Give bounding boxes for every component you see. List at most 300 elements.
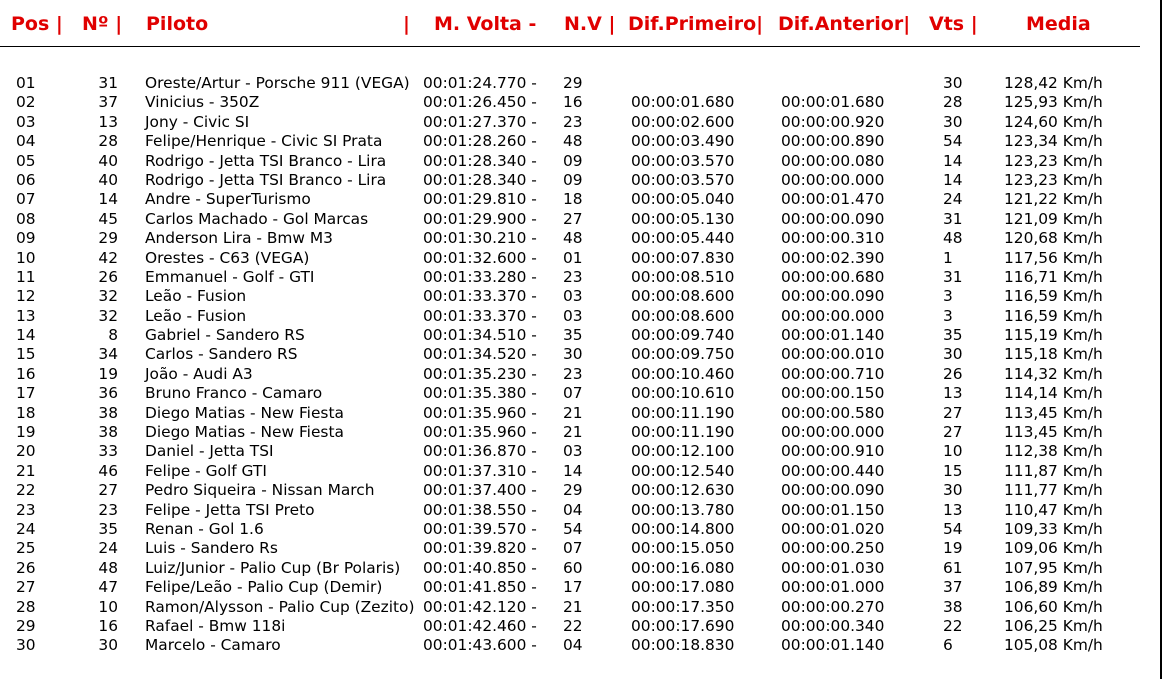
results-table <box>0 74 1140 656</box>
table-row <box>0 365 1140 384</box>
cell-dif-primeiro: 00:00:18.830 <box>631 636 735 655</box>
cell-pos: 02 <box>16 93 36 112</box>
cell-volta: 00:01:39.820 - <box>423 539 537 558</box>
cell-vts: 13 <box>943 384 963 403</box>
cell-volta: 00:01:35.380 - <box>423 384 537 403</box>
cell-volta: 00:01:34.520 - <box>423 345 537 364</box>
cell-volta: 00:01:33.280 - <box>423 267 537 286</box>
table-row <box>0 404 1140 423</box>
cell-piloto: Luis - Sandero Rs <box>145 539 278 558</box>
cell-volta: 00:01:35.960 - <box>423 423 537 442</box>
cell-dif-anterior: 00:00:00.000 <box>781 170 885 189</box>
cell-dif-anterior: 00:00:00.090 <box>781 209 885 228</box>
cell-nv: 04 <box>563 636 583 655</box>
cell-num: 27 <box>98 481 118 500</box>
cell-piloto: Emmanuel - Golf - GTI <box>145 267 315 286</box>
cell-dif-anterior: 00:00:00.680 <box>781 267 885 286</box>
table-row <box>0 113 1140 132</box>
cell-num: 32 <box>98 306 118 325</box>
cell-pos: 24 <box>16 519 36 538</box>
cell-dif-primeiro: 00:00:08.510 <box>631 267 735 286</box>
cell-dif-primeiro: 00:00:03.570 <box>631 170 735 189</box>
header-dif-anterior: Dif.Anterior| <box>778 13 911 35</box>
cell-nv: 54 <box>563 519 583 538</box>
table-row <box>0 481 1140 500</box>
cell-dif-primeiro: 00:00:05.130 <box>631 209 735 228</box>
cell-media: 116,71 Km/h <box>1004 267 1103 286</box>
table-row <box>0 326 1140 345</box>
cell-vts: 27 <box>943 403 963 422</box>
cell-pos: 08 <box>16 209 36 228</box>
cell-media: 114,14 Km/h <box>1004 384 1103 403</box>
cell-pos: 16 <box>16 364 36 383</box>
cell-dif-anterior: 00:00:00.310 <box>781 229 885 248</box>
cell-num: 10 <box>98 597 118 616</box>
cell-media: 107,95 Km/h <box>1004 558 1103 577</box>
cell-volta: 00:01:43.600 - <box>423 636 537 655</box>
cell-dif-primeiro: 00:00:15.050 <box>631 539 735 558</box>
cell-nv: 07 <box>563 539 583 558</box>
cell-num: 28 <box>98 132 118 151</box>
cell-dif-primeiro: 00:00:11.190 <box>631 423 735 442</box>
cell-media: 128,42 Km/h <box>1004 74 1103 92</box>
cell-nv: 21 <box>563 403 583 422</box>
cell-dif-anterior: 00:00:00.010 <box>781 345 885 364</box>
cell-vts: 24 <box>943 190 963 209</box>
cell-pos: 01 <box>16 74 36 92</box>
cell-media: 123,23 Km/h <box>1004 151 1103 170</box>
cell-piloto: Carlos Machado - Gol Marcas <box>145 209 369 228</box>
cell-dif-anterior: 00:00:01.140 <box>781 636 885 655</box>
cell-vts: 30 <box>943 345 963 364</box>
cell-dif-anterior: 00:00:01.470 <box>781 190 885 209</box>
cell-vts: 30 <box>943 112 963 131</box>
cell-vts: 19 <box>943 539 963 558</box>
cell-nv: 07 <box>563 384 583 403</box>
cell-vts: 14 <box>943 170 963 189</box>
cell-nv: 35 <box>563 326 583 345</box>
cell-dif-anterior: 00:00:01.020 <box>781 519 885 538</box>
cell-dif-primeiro: 00:00:12.630 <box>631 481 735 500</box>
cell-vts: 31 <box>943 267 963 286</box>
cell-media: 121,22 Km/h <box>1004 190 1103 209</box>
cell-dif-anterior: 00:00:00.440 <box>781 461 885 480</box>
cell-media: 124,60 Km/h <box>1004 112 1103 131</box>
table-row <box>0 152 1140 171</box>
cell-pos: 09 <box>16 229 36 248</box>
cell-pos: 17 <box>16 384 36 403</box>
cell-piloto: Gabriel - Sandero RS <box>145 326 305 345</box>
cell-num: 8 <box>108 326 118 345</box>
table-row <box>0 287 1140 306</box>
cell-vts: 54 <box>943 132 963 151</box>
cell-pos: 07 <box>16 190 36 209</box>
cell-media: 113,45 Km/h <box>1004 403 1103 422</box>
cell-piloto: Marcelo - Camaro <box>145 636 281 655</box>
cell-num: 14 <box>98 190 118 209</box>
cell-media: 123,34 Km/h <box>1004 132 1103 151</box>
cell-dif-anterior: 00:00:01.150 <box>781 500 885 519</box>
cell-media: 125,93 Km/h <box>1004 93 1103 112</box>
cell-dif-anterior: 00:00:02.390 <box>781 248 885 267</box>
cell-num: 48 <box>98 558 118 577</box>
cell-nv: 21 <box>563 423 583 442</box>
cell-dif-primeiro: 00:00:08.600 <box>631 287 735 306</box>
cell-media: 105,08 Km/h <box>1004 636 1103 655</box>
cell-nv: 18 <box>563 190 583 209</box>
cell-pos: 28 <box>16 597 36 616</box>
cell-vts: 15 <box>943 461 963 480</box>
cell-nv: 04 <box>563 500 583 519</box>
table-row <box>0 520 1140 539</box>
cell-num: 30 <box>98 636 118 655</box>
cell-media: 115,18 Km/h <box>1004 345 1103 364</box>
cell-piloto: Rodrigo - Jetta TSI Branco - Lira <box>145 151 387 170</box>
cell-dif-anterior: 00:00:00.890 <box>781 132 885 151</box>
cell-media: 114,32 Km/h <box>1004 364 1103 383</box>
cell-dif-anterior: 00:00:00.340 <box>781 616 885 635</box>
cell-volta: 00:01:33.370 - <box>423 306 537 325</box>
cell-pos: 06 <box>16 170 36 189</box>
cell-volta: 00:01:38.550 - <box>423 500 537 519</box>
cell-nv: 21 <box>563 597 583 616</box>
cell-volta: 00:01:28.340 - <box>423 170 537 189</box>
cell-dif-primeiro: 00:00:07.830 <box>631 248 735 267</box>
cell-dif-primeiro: 00:00:17.350 <box>631 597 735 616</box>
cell-nv: 16 <box>563 93 583 112</box>
table-row <box>0 384 1140 403</box>
cell-media: 116,59 Km/h <box>1004 306 1103 325</box>
cell-pos: 23 <box>16 500 36 519</box>
cell-dif-anterior: 00:00:00.090 <box>781 481 885 500</box>
cell-num: 34 <box>98 345 118 364</box>
table-row <box>0 442 1140 461</box>
cell-dif-primeiro: 00:00:08.600 <box>631 306 735 325</box>
table-row <box>0 539 1140 558</box>
table-row <box>0 462 1140 481</box>
table-row <box>0 229 1140 248</box>
table-header <box>0 0 1140 47</box>
cell-nv: 01 <box>563 248 583 267</box>
cell-num: 40 <box>98 170 118 189</box>
cell-dif-primeiro: 00:00:09.740 <box>631 326 735 345</box>
cell-vts: 3 <box>943 287 953 306</box>
cell-num: 13 <box>98 112 118 131</box>
cell-pos: 03 <box>16 112 36 131</box>
cell-pos: 05 <box>16 151 36 170</box>
cell-nv: 09 <box>563 151 583 170</box>
cell-volta: 00:01:28.340 - <box>423 151 537 170</box>
header-media: Media <box>1026 13 1091 35</box>
cell-volta: 00:01:34.510 - <box>423 326 537 345</box>
cell-nv: 23 <box>563 112 583 131</box>
cell-num: 23 <box>98 500 118 519</box>
cell-volta: 00:01:41.850 - <box>423 578 537 597</box>
cell-vts: 14 <box>943 151 963 170</box>
cell-pos: 19 <box>16 423 36 442</box>
cell-nv: 30 <box>563 345 583 364</box>
table-row <box>0 617 1140 636</box>
table-row <box>0 501 1140 520</box>
cell-nv: 03 <box>563 442 583 461</box>
cell-num: 26 <box>98 267 118 286</box>
cell-pos: 14 <box>16 326 36 345</box>
cell-piloto: João - Audi A3 <box>145 364 253 383</box>
cell-dif-anterior: 00:00:00.000 <box>781 306 885 325</box>
cell-pos: 27 <box>16 578 36 597</box>
cell-vts: 28 <box>943 93 963 112</box>
cell-media: 109,06 Km/h <box>1004 539 1103 558</box>
cell-volta: 00:01:33.370 - <box>423 287 537 306</box>
cell-nv: 23 <box>563 364 583 383</box>
cell-dif-anterior: 00:00:00.250 <box>781 539 885 558</box>
cell-nv: 22 <box>563 616 583 635</box>
header-separator: | <box>403 13 410 35</box>
cell-volta: 00:01:30.210 - <box>423 229 537 248</box>
cell-volta: 00:01:29.810 - <box>423 190 537 209</box>
cell-dif-primeiro: 00:00:09.750 <box>631 345 735 364</box>
cell-volta: 00:01:35.960 - <box>423 403 537 422</box>
cell-num: 42 <box>98 248 118 267</box>
table-row <box>0 423 1140 442</box>
cell-dif-anterior: 00:00:00.080 <box>781 151 885 170</box>
cell-media: 109,33 Km/h <box>1004 519 1103 538</box>
cell-dif-anterior: 00:00:00.150 <box>781 384 885 403</box>
cell-vts: 61 <box>943 558 963 577</box>
cell-vts: 31 <box>943 209 963 228</box>
cell-num: 35 <box>98 519 118 538</box>
cell-dif-primeiro: 00:00:10.610 <box>631 384 735 403</box>
cell-volta: 00:01:28.260 - <box>423 132 537 151</box>
cell-media: 112,38 Km/h <box>1004 442 1103 461</box>
table-row <box>0 559 1140 578</box>
cell-num: 19 <box>98 364 118 383</box>
cell-media: 106,89 Km/h <box>1004 578 1103 597</box>
cell-vts: 30 <box>943 74 963 92</box>
cell-pos: 20 <box>16 442 36 461</box>
cell-pos: 13 <box>16 306 36 325</box>
cell-num: 36 <box>98 384 118 403</box>
cell-nv: 29 <box>563 74 583 92</box>
header-pos: Pos | <box>11 13 63 35</box>
cell-pos: 30 <box>16 636 36 655</box>
cell-vts: 10 <box>943 442 963 461</box>
cell-piloto: Carlos - Sandero RS <box>145 345 298 364</box>
cell-dif-anterior: 00:00:01.030 <box>781 558 885 577</box>
cell-piloto: Pedro Siqueira - Nissan March <box>145 481 375 500</box>
cell-nv: 27 <box>563 209 583 228</box>
table-row <box>0 171 1140 190</box>
cell-piloto: Rodrigo - Jetta TSI Branco - Lira <box>145 170 387 189</box>
cell-num: 33 <box>98 442 118 461</box>
cell-vts: 1 <box>943 248 953 267</box>
cell-num: 38 <box>98 403 118 422</box>
cell-piloto: Leão - Fusion <box>145 287 247 306</box>
cell-nv: 03 <box>563 306 583 325</box>
cell-media: 113,45 Km/h <box>1004 423 1103 442</box>
cell-piloto: Andre - SuperTurismo <box>145 190 311 209</box>
cell-dif-anterior: 00:00:00.580 <box>781 403 885 422</box>
cell-dif-primeiro: 00:00:12.540 <box>631 461 735 480</box>
cell-dif-anterior: 00:00:00.270 <box>781 597 885 616</box>
cell-piloto: Daniel - Jetta TSI <box>145 442 274 461</box>
cell-volta: 00:01:32.600 - <box>423 248 537 267</box>
cell-num: 24 <box>98 539 118 558</box>
cell-piloto: Diego Matias - New Fiesta <box>145 403 344 422</box>
cell-num: 47 <box>98 578 118 597</box>
header-volta: M. Volta - <box>434 13 537 35</box>
cell-vts: 6 <box>943 636 953 655</box>
cell-volta: 00:01:40.850 - <box>423 558 537 577</box>
cell-piloto: Orestes - C63 (VEGA) <box>145 248 310 267</box>
cell-vts: 54 <box>943 519 963 538</box>
cell-dif-primeiro: 00:00:11.190 <box>631 403 735 422</box>
cell-vts: 37 <box>943 578 963 597</box>
header-vts: Vts | <box>929 13 978 35</box>
cell-dif-anterior: 00:00:01.680 <box>781 93 885 112</box>
cell-vts: 38 <box>943 597 963 616</box>
cell-volta: 00:01:37.310 - <box>423 461 537 480</box>
cell-vts: 30 <box>943 481 963 500</box>
header-nv: N.V | <box>564 13 616 35</box>
cell-piloto: Diego Matias - New Fiesta <box>145 423 344 442</box>
cell-pos: 22 <box>16 481 36 500</box>
cell-num: 16 <box>98 616 118 635</box>
cell-dif-primeiro: 00:00:13.780 <box>631 500 735 519</box>
cell-dif-primeiro: 00:00:03.570 <box>631 151 735 170</box>
cell-dif-anterior: 00:00:00.090 <box>781 287 885 306</box>
cell-piloto: Felipe/Leão - Palio Cup (Demir) <box>145 578 383 597</box>
cell-media: 120,68 Km/h <box>1004 229 1103 248</box>
table-row <box>0 74 1140 93</box>
cell-nv: 17 <box>563 578 583 597</box>
table-row <box>0 307 1140 326</box>
cell-volta: 00:01:35.230 - <box>423 364 537 383</box>
cell-nv: 14 <box>563 461 583 480</box>
header-piloto: Piloto <box>146 13 209 35</box>
cell-pos: 11 <box>16 267 36 286</box>
cell-vts: 27 <box>943 423 963 442</box>
cell-dif-primeiro: 00:00:03.490 <box>631 132 735 151</box>
cell-piloto: Vinicius - 350Z <box>145 93 260 112</box>
cell-vts: 3 <box>943 306 953 325</box>
cell-num: 32 <box>98 287 118 306</box>
cell-media: 117,56 Km/h <box>1004 248 1103 267</box>
cell-dif-primeiro: 00:00:14.800 <box>631 519 735 538</box>
cell-pos: 18 <box>16 403 36 422</box>
cell-vts: 35 <box>943 326 963 345</box>
cell-media: 115,19 Km/h <box>1004 326 1103 345</box>
header-dif-primeiro: Dif.Primeiro| <box>628 13 764 35</box>
cell-piloto: Oreste/Artur - Porsche 911 (VEGA) <box>145 74 410 92</box>
table-row <box>0 268 1140 287</box>
right-border <box>1160 0 1162 679</box>
cell-piloto: Felipe/Henrique - Civic SI Prata <box>145 132 383 151</box>
cell-media: 116,59 Km/h <box>1004 287 1103 306</box>
table-row <box>0 345 1140 364</box>
table-row <box>0 636 1140 655</box>
cell-volta: 00:01:36.870 - <box>423 442 537 461</box>
cell-dif-primeiro: 00:00:12.100 <box>631 442 735 461</box>
cell-piloto: Rafael - Bmw 118i <box>145 616 286 635</box>
cell-volta: 00:01:24.770 - <box>423 74 537 92</box>
cell-media: 106,60 Km/h <box>1004 597 1103 616</box>
cell-piloto: Leão - Fusion <box>145 306 247 325</box>
cell-dif-anterior: 00:00:00.910 <box>781 442 885 461</box>
cell-num: 40 <box>98 151 118 170</box>
cell-media: 123,23 Km/h <box>1004 170 1103 189</box>
cell-num: 29 <box>98 229 118 248</box>
cell-media: 121,09 Km/h <box>1004 209 1103 228</box>
cell-vts: 22 <box>943 616 963 635</box>
cell-nv: 60 <box>563 558 583 577</box>
cell-dif-primeiro: 00:00:17.080 <box>631 578 735 597</box>
cell-media: 106,25 Km/h <box>1004 616 1103 635</box>
cell-volta: 00:01:29.900 - <box>423 209 537 228</box>
cell-dif-primeiro: 00:00:05.440 <box>631 229 735 248</box>
cell-nv: 03 <box>563 287 583 306</box>
cell-volta: 00:01:39.570 - <box>423 519 537 538</box>
cell-nv: 48 <box>563 132 583 151</box>
cell-media: 110,47 Km/h <box>1004 500 1103 519</box>
cell-nv: 29 <box>563 481 583 500</box>
cell-pos: 29 <box>16 616 36 635</box>
cell-dif-anterior: 00:00:01.140 <box>781 326 885 345</box>
cell-dif-primeiro: 00:00:10.460 <box>631 364 735 383</box>
cell-dif-anterior: 00:00:01.000 <box>781 578 885 597</box>
cell-dif-anterior: 00:00:00.710 <box>781 364 885 383</box>
table-row <box>0 93 1140 112</box>
cell-pos: 12 <box>16 287 36 306</box>
table-row <box>0 190 1140 209</box>
table-row <box>0 598 1140 617</box>
cell-dif-primeiro: 00:00:05.040 <box>631 190 735 209</box>
cell-piloto: Renan - Gol 1.6 <box>145 519 264 538</box>
cell-pos: 26 <box>16 558 36 577</box>
table-row <box>0 210 1140 229</box>
cell-dif-primeiro: 00:00:02.600 <box>631 112 735 131</box>
cell-num: 38 <box>98 423 118 442</box>
cell-volta: 00:01:26.450 - <box>423 93 537 112</box>
cell-num: 45 <box>98 209 118 228</box>
cell-volta: 00:01:37.400 - <box>423 481 537 500</box>
cell-piloto: Bruno Franco - Camaro <box>145 384 323 403</box>
cell-pos: 10 <box>16 248 36 267</box>
cell-vts: 26 <box>943 364 963 383</box>
cell-pos: 15 <box>16 345 36 364</box>
cell-volta: 00:01:27.370 - <box>423 112 537 131</box>
cell-piloto: Felipe - Golf GTI <box>145 461 267 480</box>
cell-num: 37 <box>98 93 118 112</box>
cell-piloto: Anderson Lira - Bmw M3 <box>145 229 333 248</box>
cell-media: 111,87 Km/h <box>1004 461 1103 480</box>
cell-vts: 48 <box>943 229 963 248</box>
cell-dif-anterior: 00:00:00.920 <box>781 112 885 131</box>
cell-dif-primeiro: 00:00:17.690 <box>631 616 735 635</box>
cell-piloto: Ramon/Alysson - Palio Cup (Zezito) <box>145 597 415 616</box>
cell-nv: 09 <box>563 170 583 189</box>
cell-volta: 00:01:42.460 - <box>423 616 537 635</box>
cell-media: 111,77 Km/h <box>1004 481 1103 500</box>
cell-pos: 21 <box>16 461 36 480</box>
cell-pos: 25 <box>16 539 36 558</box>
cell-nv: 48 <box>563 229 583 248</box>
table-row <box>0 249 1140 268</box>
cell-dif-anterior: 00:00:00.000 <box>781 423 885 442</box>
cell-nv: 23 <box>563 267 583 286</box>
cell-dif-primeiro: 00:00:16.080 <box>631 558 735 577</box>
cell-num: 46 <box>98 461 118 480</box>
